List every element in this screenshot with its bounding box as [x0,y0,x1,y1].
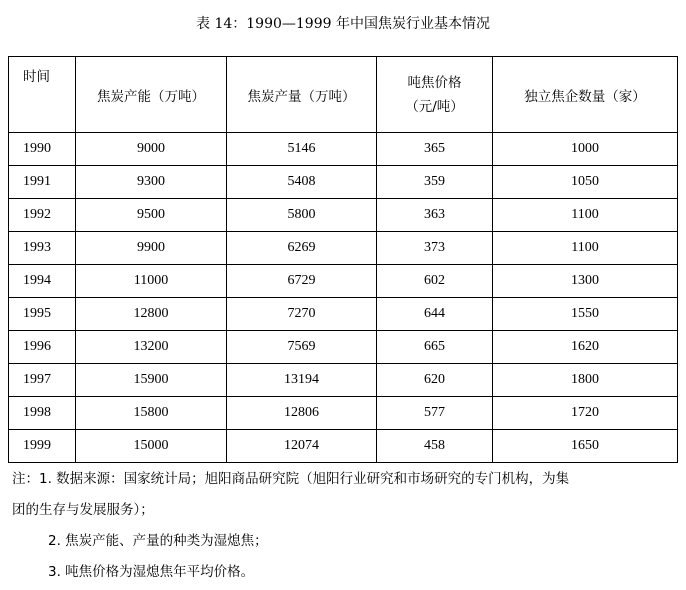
cell-price: 577 [377,397,493,430]
cell-firms: 1100 [493,199,678,232]
table-caption: 表 14：1990—1999 年中国焦炭行业基本情况 [196,16,490,32]
cell-capacity: 9300 [76,166,227,199]
cell-year: 1993 [9,232,76,265]
table-row [9,265,678,298]
cell-year: 1992 [9,199,76,232]
header-year: 时间 [9,57,76,133]
cell-capacity: 12800 [76,298,227,331]
cell-price: 458 [377,430,493,463]
cell-firms: 1000 [493,133,678,166]
cell-year: 1994 [9,265,76,298]
cell-year: 1997 [9,364,76,397]
cell-firms: 1550 [493,298,678,331]
cell-firms: 1800 [493,364,678,397]
header-price-unit: （元/吨） [405,98,464,115]
table-row [9,232,678,265]
cell-output: 12806 [227,397,377,430]
header-price-label: 吨焦价格 [407,74,462,91]
cell-output: 6269 [227,232,377,265]
header-capacity: 焦炭产能（万吨） [76,57,227,133]
table-row [9,199,678,232]
cell-capacity: 9900 [76,232,227,265]
cell-year: 1999 [9,430,76,463]
cell-output: 13194 [227,364,377,397]
cell-capacity: 9000 [76,133,227,166]
cell-year: 1991 [9,166,76,199]
header-firms: 独立焦企数量（家） [493,57,678,133]
table-row [9,364,678,397]
cell-capacity: 11000 [76,265,227,298]
table-row [9,133,678,166]
cell-year: 1998 [9,397,76,430]
coke-industry-table [8,56,678,463]
table-notes [12,464,676,588]
table-row [9,166,678,199]
cell-price: 365 [377,133,493,166]
cell-price: 665 [377,331,493,364]
cell-capacity: 15000 [76,430,227,463]
cell-output: 5800 [227,199,377,232]
cell-price: 373 [377,232,493,265]
cell-firms: 1650 [493,430,678,463]
cell-year: 1990 [9,133,76,166]
cell-price: 602 [377,265,493,298]
table-body [9,133,678,463]
cell-output: 5146 [227,133,377,166]
cell-capacity: 15900 [76,364,227,397]
cell-price: 363 [377,199,493,232]
cell-firms: 1100 [493,232,678,265]
cell-output: 7569 [227,331,377,364]
cell-year: 1995 [9,298,76,331]
cell-capacity: 9500 [76,199,227,232]
note-type: 2. 焦炭产能、产量的种类为湿熄焦； [48,533,268,549]
header-price [377,57,493,133]
table-header-row [9,57,678,133]
cell-price: 359 [377,166,493,199]
cell-capacity: 15800 [76,397,227,430]
cell-year: 1996 [9,331,76,364]
note-source-continued: 团的生存与发展服务）； [12,502,154,518]
cell-output: 7270 [227,298,377,331]
table-row [9,298,678,331]
cell-firms: 1720 [493,397,678,430]
cell-output: 6729 [227,265,377,298]
table-row [9,430,678,463]
note-price: 3. 吨焦价格为湿熄焦年平均价格。 [48,564,255,580]
cell-price: 644 [377,298,493,331]
cell-price: 620 [377,364,493,397]
table-row [9,331,678,364]
cell-firms: 1300 [493,265,678,298]
cell-capacity: 13200 [76,331,227,364]
cell-firms: 1620 [493,331,678,364]
note-source: 注：1. 数据来源：国家统计局；旭阳商品研究院（旭阳行业研究和市场研究的专门机构，为集 [12,471,570,487]
cell-firms: 1050 [493,166,678,199]
table-row [9,397,678,430]
header-output: 焦炭产量（万吨） [227,57,377,133]
cell-output: 5408 [227,166,377,199]
cell-output: 12074 [227,430,377,463]
